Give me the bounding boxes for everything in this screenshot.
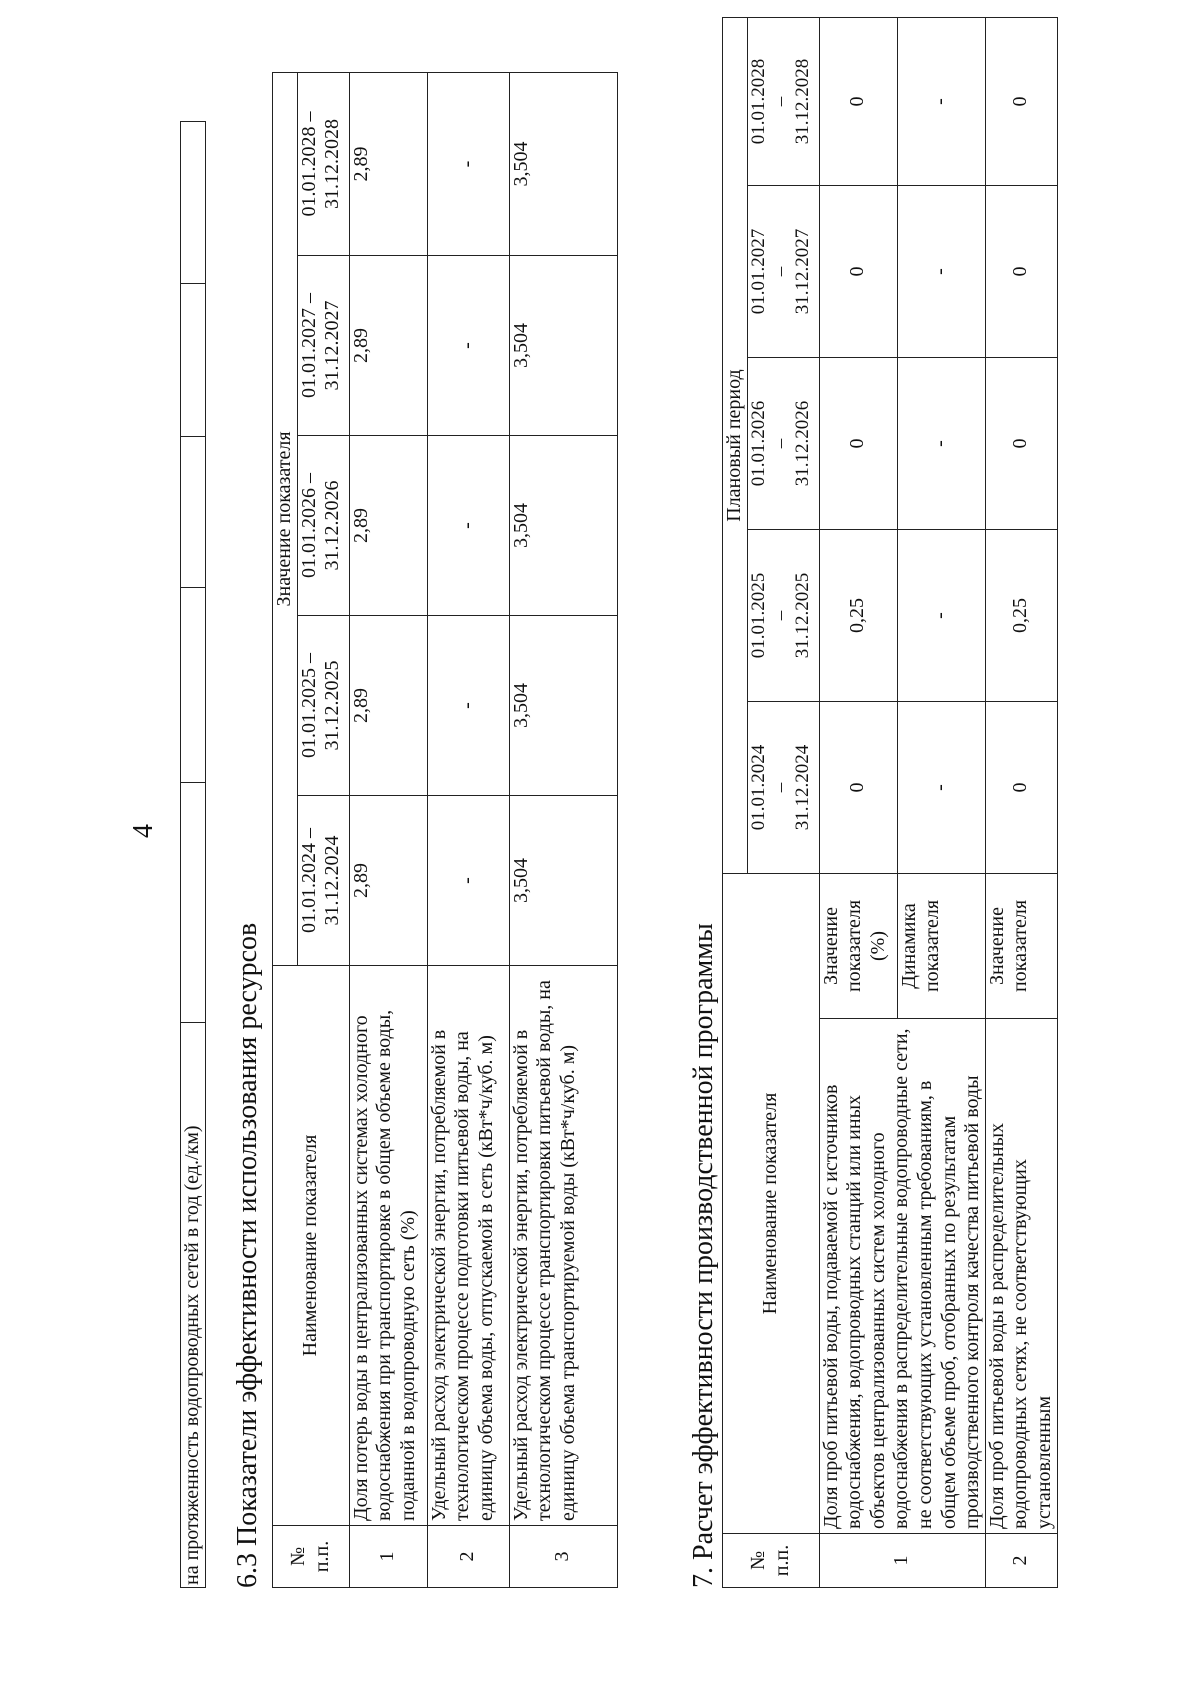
section-title: 7. Расчет эффективности производственной программы (688, 923, 719, 1588)
indicator-value: 2,89 (349, 256, 427, 436)
column-header-number: № п.п. (273, 1526, 350, 1588)
table-row (181, 122, 206, 1588)
column-header-name: Наименование показателя (273, 966, 350, 1526)
indicator-value: 3,504 (509, 616, 617, 796)
indicator-value: 0 (985, 702, 1057, 874)
indicator-name: Доля проб питьевой воды, подаваемой с источников водоснабжения, водопроводных станций или иных объектов централизованных систем холодного водоснабжения в распределительные водопроводные сети, не соответствующих установленным требованиям, в общем объеме проб, отобранных по результатам производственного контроля качества питьевой воды (819, 1019, 985, 1534)
column-header-name: Наименование показателя (723, 874, 820, 1534)
period-header: 01.01.2028 – 31.12.2028 (747, 18, 819, 186)
indicator-value: 2,89 (349, 72, 427, 255)
indicator-value: - (427, 72, 509, 255)
indicator-value: 0 (819, 18, 897, 186)
period-header: 01.01.2025 – 31.12.2025 (297, 616, 349, 796)
table-row (985, 18, 1057, 1588)
table-row (427, 72, 509, 1587)
indicator-value: 0 (819, 358, 897, 530)
column-group-header: Плановый период (723, 18, 748, 874)
period-header: 01.01.2026 – 31.12.2026 (297, 436, 349, 616)
period-header: 01.01.2026 – 31.12.2026 (747, 358, 819, 530)
indicator-value: 3,504 (509, 72, 617, 255)
period-header: 01.01.2027 – 31.12.2027 (297, 256, 349, 436)
period-header: 01.01.2024 – 31.12.2024 (297, 796, 349, 966)
indicator-name: Удельный расход электрической энергии, потребляемой в технологическом процессе подготовки питьевой воды, на единицу объема воды, отпускаемой в сеть (кВт*ч/куб. м) (427, 966, 509, 1526)
indicator-value: 3,504 (509, 436, 617, 616)
indicator-value: 0 (819, 186, 897, 358)
sub-indicator-label: Динамика показателя (897, 874, 985, 1019)
table-row (349, 72, 427, 1587)
previous-table-tail (180, 121, 206, 1588)
indicator-name: Доля потерь воды в централизованных системах холодного водоснабжения при транспортировке в общем объеме воды, поданной в водопроводную сеть (%) (349, 966, 427, 1526)
table-header-row (723, 18, 748, 1588)
period-header: 01.01.2025 – 31.12.2025 (747, 530, 819, 702)
indicator-value: 2,89 (349, 796, 427, 966)
indicator-value: 3,504 (509, 256, 617, 436)
indicator-name: Доля проб питьевой воды в распределительных водопроводных сетях, не соответствующих установленным (985, 1019, 1057, 1534)
indicator-value: - (897, 358, 985, 530)
indicator-value: - (427, 256, 509, 436)
indicator-value: - (897, 702, 985, 874)
row-label: на протяженность водопроводных сетей в год (ед./км) (181, 1023, 206, 1588)
indicator-value: - (427, 616, 509, 796)
indicator-value: - (897, 18, 985, 186)
indicator-value: 0 (985, 18, 1057, 186)
indicator-value: 2,89 (349, 436, 427, 616)
table-header-row (273, 72, 298, 1587)
indicator-value: 0 (985, 186, 1057, 358)
indicator-name: Удельный расход электрической энергии, потребляемой в технологическом процессе транспортировки питьевой воды, на единицу объема транспортируемой воды (кВт*ч/куб. м) (509, 966, 617, 1526)
period-header: 01.01.2028 – 31.12.2028 (297, 72, 349, 255)
indicator-value: 0 (985, 358, 1057, 530)
column-header-number: № п.п. (723, 1534, 820, 1588)
row-number: 2 (427, 1526, 509, 1588)
indicator-value: 3,504 (509, 796, 617, 966)
section-title: 6.3 Показатели эффективности использования ресурсов (232, 922, 263, 1588)
table-row (819, 18, 897, 1588)
sub-indicator-label: Значение показателя (985, 874, 1057, 1019)
period-header: 01.01.2024 – 31.12.2024 (747, 702, 819, 874)
indicator-value: 2,89 (349, 616, 427, 796)
row-number: 3 (509, 1526, 617, 1588)
page-number: 4 (128, 824, 159, 838)
row-number: 1 (349, 1526, 427, 1588)
column-group-header: Значение показателя (273, 72, 298, 965)
resource-efficiency-table (272, 72, 618, 1588)
indicator-value: - (427, 796, 509, 966)
program-efficiency-table (722, 17, 1058, 1588)
sub-indicator-label: Значение показателя (%) (819, 874, 897, 1019)
indicator-value: - (897, 186, 985, 358)
period-header: 01.01.2027 – 31.12.2027 (747, 186, 819, 358)
indicator-value: 0,25 (985, 530, 1057, 702)
indicator-value: - (897, 530, 985, 702)
indicator-value: - (427, 436, 509, 616)
indicator-value: 0,25 (819, 530, 897, 702)
row-number: 1 (819, 1534, 985, 1588)
row-number: 2 (985, 1534, 1057, 1588)
indicator-value: 0 (819, 702, 897, 874)
table-row (509, 72, 617, 1587)
